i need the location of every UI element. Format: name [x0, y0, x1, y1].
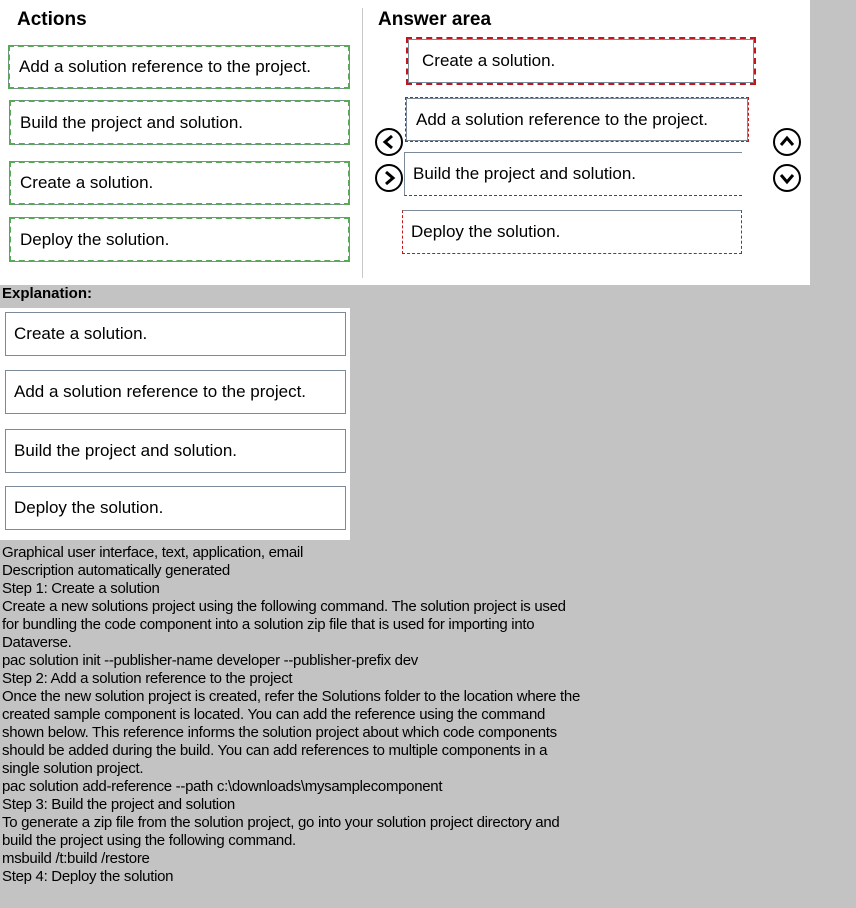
text-line: Step 1: Create a solution: [2, 580, 160, 597]
text-line: single solution project.: [2, 760, 144, 777]
text-line: pac solution add-reference --path c:\downloads\mysamplecomponent: [2, 778, 443, 795]
text-line: Step 2: Add a solution reference to the project: [2, 670, 293, 687]
text-line: msbuild /t:build /restore: [2, 850, 150, 867]
move-left-button[interactable]: [375, 128, 403, 156]
explanation-answer-panel: [0, 308, 350, 540]
chevron-up-icon: [779, 134, 795, 150]
chevron-left-icon: [381, 134, 397, 150]
action-item-create[interactable]: Create a solution.: [9, 161, 350, 205]
chevron-down-icon: [779, 170, 795, 186]
text-line: Description automatically generated: [2, 562, 230, 579]
action-item-deploy[interactable]: Deploy the solution.: [9, 217, 350, 262]
text-line: for bundling the code component into a solution zip file that is used for importing into: [2, 616, 535, 633]
text-line: build the project using the following command.: [2, 832, 296, 849]
actions-heading: Actions: [17, 9, 87, 30]
text-line: Graphical user interface, text, application, email: [2, 544, 303, 561]
answer-item-create[interactable]: Create a solution.: [408, 39, 754, 83]
text-line: Step 3: Build the project and solution: [2, 796, 235, 813]
explanation-item: Build the project and solution.: [5, 429, 346, 473]
explanation-item: Add a solution reference to the project.: [5, 370, 346, 414]
text-line: created sample component is located. You can add the reference using the command: [2, 706, 546, 723]
explanation-label: Explanation:: [2, 285, 93, 302]
panel-divider: [362, 8, 363, 278]
move-up-button[interactable]: [773, 128, 801, 156]
move-right-button[interactable]: [375, 164, 403, 192]
answer-area-heading: Answer area: [378, 9, 492, 30]
move-down-button[interactable]: [773, 164, 801, 192]
text-line: Create a new solutions project using the following command. The solution project is used: [2, 598, 566, 615]
explanation-item: Create a solution.: [5, 312, 346, 356]
explanation-text: [2, 544, 642, 886]
text-line: To generate a zip file from the solution project, go into your solution project directory and: [2, 814, 560, 831]
text-line: Dataverse.: [2, 634, 72, 651]
text-line: should be added during the build. You can add references to multiple components in a: [2, 742, 548, 759]
action-item-add-reference[interactable]: Add a solution reference to the project.: [8, 45, 350, 89]
answer-item-build[interactable]: Build the project and solution.: [404, 152, 742, 196]
text-line: Once the new solution project is created, refer the Solutions folder to the location where the: [2, 688, 580, 705]
explanation-item: Deploy the solution.: [5, 486, 346, 530]
action-item-build[interactable]: Build the project and solution.: [9, 100, 350, 145]
text-line: shown below. This reference informs the solution project about which code components: [2, 724, 557, 741]
drag-drop-panel: [0, 0, 810, 285]
chevron-right-icon: [381, 170, 397, 186]
text-line: Step 4: Deploy the solution: [2, 868, 174, 885]
text-line: pac solution init --publisher-name developer --publisher-prefix dev: [2, 652, 418, 669]
answer-item-deploy[interactable]: Deploy the solution.: [402, 210, 742, 254]
answer-item-add-reference[interactable]: Add a solution reference to the project.: [406, 98, 748, 141]
